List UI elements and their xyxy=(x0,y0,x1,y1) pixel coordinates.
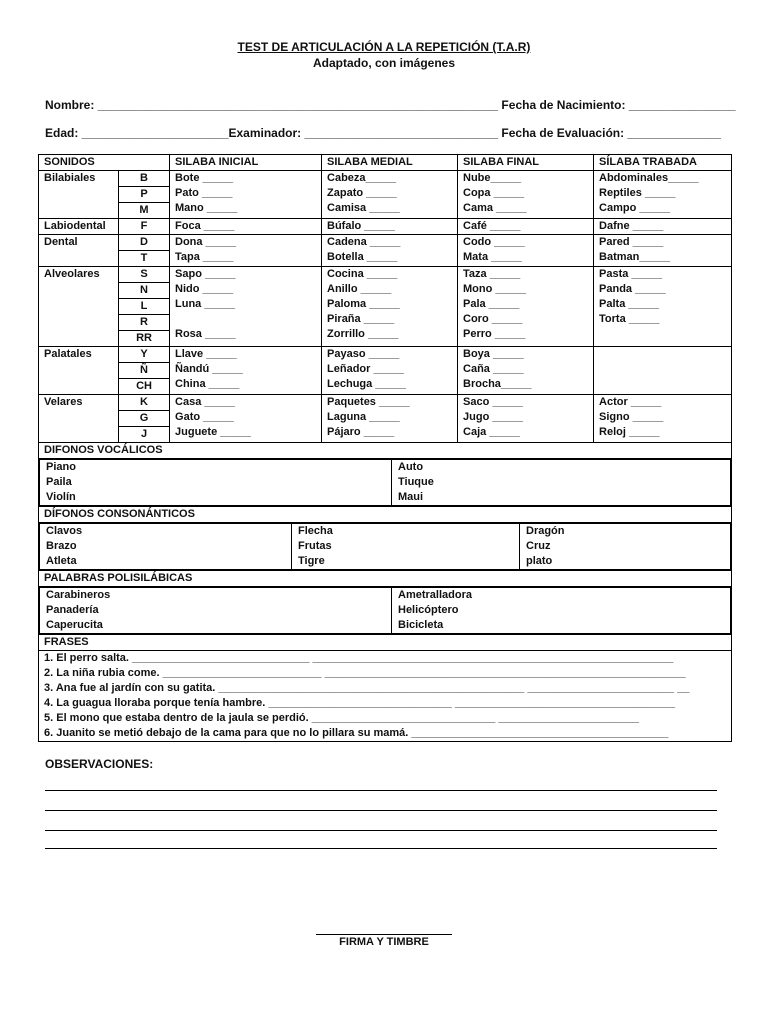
word-item[interactable]: Cama _____ xyxy=(463,202,527,214)
word-item[interactable]: Café _____ xyxy=(463,220,521,232)
word-item[interactable]: Signo _____ xyxy=(599,411,664,423)
word-item: Panadería xyxy=(46,604,99,616)
word-cell-medial xyxy=(322,171,458,219)
word-item[interactable]: Lechuga _____ xyxy=(327,378,406,390)
word-item[interactable]: Panda _____ xyxy=(599,283,666,295)
frase-item[interactable]: 6. Juanito se metió debajo de la cama para que no lo pillara su mamá. __________________________________________ xyxy=(44,727,669,739)
word-cell-final xyxy=(458,267,594,347)
word-item[interactable]: Búfalo _____ xyxy=(327,220,395,232)
word-item[interactable]: Zapato _____ xyxy=(327,187,397,199)
word-item[interactable]: Paquetes _____ xyxy=(327,396,410,408)
field-nombre-fecha-nacimiento[interactable]: Nombre: ____________________________________________________________ Fecha de Nacimiento: ________________ xyxy=(45,98,736,112)
sound-groups xyxy=(39,171,732,443)
word-cell-trabada xyxy=(594,347,732,395)
phoneme: RR xyxy=(136,332,152,344)
word-item[interactable]: Mano _____ xyxy=(175,202,238,214)
word-item[interactable]: Dafne _____ xyxy=(599,220,664,232)
word-cell-trabada xyxy=(594,235,732,267)
word-item: Tiuque xyxy=(398,476,434,488)
word-item[interactable]: Sapo _____ xyxy=(175,268,236,280)
observaciones-line[interactable] xyxy=(45,848,717,849)
observaciones-label: OBSERVACIONES: xyxy=(45,757,154,771)
frases-list xyxy=(39,651,732,742)
word-item[interactable] xyxy=(599,377,726,392)
word-item: Tigre xyxy=(298,555,325,567)
word-item[interactable]: Cocina _____ xyxy=(327,268,398,280)
word-list xyxy=(40,460,392,506)
word-item[interactable] xyxy=(599,347,726,362)
word-item: Dragón xyxy=(526,525,565,537)
word-cell-inicial xyxy=(170,395,322,443)
frase-item[interactable]: 3. Ana fue al jardín con su gatita. __________________________________________________ ________________________ __ xyxy=(44,682,690,694)
word-item[interactable]: Pasta _____ xyxy=(599,268,663,280)
observaciones-line[interactable] xyxy=(45,790,717,791)
word-item[interactable]: Paloma _____ xyxy=(327,298,400,310)
header-silaba-medial: SILABA MEDIAL xyxy=(322,155,458,171)
word-cell-trabada xyxy=(594,395,732,443)
word-item[interactable]: Torta _____ xyxy=(599,313,660,325)
word-item[interactable]: Coro _____ xyxy=(463,313,523,325)
word-item: Helicóptero xyxy=(398,604,459,616)
header-silaba-trabada: SÍLABA TRABADA xyxy=(594,155,732,171)
word-item[interactable]: Luna _____ xyxy=(175,298,235,310)
word-item[interactable]: Cadena _____ xyxy=(327,236,401,248)
word-item[interactable]: Camisa _____ xyxy=(327,202,400,214)
word-item[interactable] xyxy=(175,312,316,327)
header-sonidos: SONIDOS xyxy=(39,155,170,171)
word-item[interactable]: Juguete _____ xyxy=(175,426,251,438)
word-item[interactable]: Taza _____ xyxy=(463,268,521,280)
word-cell-final xyxy=(458,171,594,219)
word-item[interactable]: Pared _____ xyxy=(599,236,664,248)
word-item[interactable]: Palta _____ xyxy=(599,298,659,310)
sound-group-row xyxy=(39,235,732,267)
difonos-consonanticos-row xyxy=(39,523,732,571)
frases-row xyxy=(39,651,732,742)
word-item[interactable]: Foca _____ xyxy=(175,220,235,232)
phoneme-list xyxy=(119,171,170,219)
word-item: Bicicleta xyxy=(398,619,444,631)
word-item: Flecha xyxy=(298,525,333,537)
phoneme: T xyxy=(140,252,148,264)
word-item[interactable]: Codo _____ xyxy=(463,236,525,248)
frase-item[interactable]: 1. El perro salta. _____________________________ ___________________________________________________________ xyxy=(44,652,674,664)
phoneme: CH xyxy=(136,380,152,392)
phoneme-list xyxy=(119,347,170,395)
word-item[interactable]: Laguna _____ xyxy=(327,411,400,423)
word-item[interactable]: Mata _____ xyxy=(463,251,522,263)
difonos-vocalicos-row xyxy=(39,459,732,507)
page-subtitle: Adaptado, con imágenes xyxy=(312,56,456,70)
word-item[interactable]: Pala _____ xyxy=(463,298,520,310)
word-item[interactable]: Gato _____ xyxy=(175,411,234,423)
word-item[interactable]: Llave _____ xyxy=(175,348,237,360)
difonos-vocalicos-title-row xyxy=(39,443,732,459)
word-cell-medial xyxy=(322,347,458,395)
section-title: DIFONOS VOCÁLICOS xyxy=(39,443,732,459)
word-item: Piano xyxy=(46,461,76,473)
firma-label: FIRMA Y TIMBRE xyxy=(339,936,429,948)
word-cell-inicial xyxy=(170,347,322,395)
word-list xyxy=(292,524,520,570)
section-title: DÍFONOS CONSONÁNTICOS xyxy=(39,507,732,523)
phoneme: G xyxy=(119,411,169,427)
phoneme: J xyxy=(140,428,148,440)
word-item[interactable]: Rosa _____ xyxy=(175,328,236,340)
word-list xyxy=(520,524,731,570)
word-item[interactable]: Reptiles _____ xyxy=(599,187,676,199)
word-item[interactable] xyxy=(599,327,726,342)
polisilabicas-title-row xyxy=(39,571,732,587)
group-name: Alveolares xyxy=(39,267,119,347)
phoneme: Ñ xyxy=(119,363,169,379)
word-item[interactable]: Reloj _____ xyxy=(599,426,660,438)
word-item[interactable]: Batman_____ xyxy=(599,251,670,263)
word-item[interactable]: Piraña _____ xyxy=(327,313,395,325)
word-item[interactable]: Nube_____ xyxy=(463,172,522,184)
phoneme: L xyxy=(119,299,169,315)
header-silaba-inicial: SILABA INICIAL xyxy=(170,155,322,171)
page-title: TEST DE ARTICULACIÓN A LA REPETICIÓN (T.A.R) xyxy=(237,40,531,54)
word-cell-medial xyxy=(322,219,458,235)
word-item: Atleta xyxy=(46,555,77,567)
word-item: Frutas xyxy=(298,540,332,552)
word-item: Paila xyxy=(46,476,72,488)
signature-line[interactable] xyxy=(316,934,452,935)
phoneme: D xyxy=(119,235,169,251)
group-name: Labiodental xyxy=(39,219,119,235)
phoneme: N xyxy=(119,283,169,299)
word-item[interactable]: Botella _____ xyxy=(327,251,398,263)
word-list xyxy=(392,460,731,506)
word-item[interactable]: Ñandú _____ xyxy=(175,363,243,375)
phoneme-list xyxy=(119,267,170,347)
word-item[interactable]: Bote _____ xyxy=(175,172,234,184)
word-item: Carabineros xyxy=(46,589,111,601)
word-item[interactable]: Casa _____ xyxy=(175,396,235,408)
word-item[interactable]: Nido _____ xyxy=(175,283,234,295)
word-cell-final xyxy=(458,219,594,235)
word-cell-inicial xyxy=(170,219,322,235)
word-item[interactable]: Perro _____ xyxy=(463,328,526,340)
phoneme: S xyxy=(119,267,169,283)
phoneme-list xyxy=(119,395,170,443)
word-cell-trabada xyxy=(594,219,732,235)
word-cell-medial xyxy=(322,267,458,347)
phoneme: K xyxy=(119,395,169,411)
sound-group-row xyxy=(39,171,732,219)
observaciones-line[interactable] xyxy=(45,810,717,811)
phoneme-list xyxy=(119,219,170,235)
frase-item[interactable]: 2. La niña rubia come. __________________________ ___________________________________________________________ xyxy=(44,667,686,679)
word-item: plato xyxy=(526,555,553,567)
word-item[interactable]: Caja _____ xyxy=(463,426,520,438)
phoneme: F xyxy=(140,220,148,232)
word-cell-final xyxy=(458,395,594,443)
frases-title-row xyxy=(39,635,732,651)
section-title: FRASES xyxy=(39,635,732,651)
table-header-row xyxy=(39,155,732,171)
group-name: Velares xyxy=(39,395,119,443)
word-list xyxy=(40,588,392,634)
word-item[interactable] xyxy=(599,362,726,377)
word-item[interactable]: Jugo _____ xyxy=(463,411,523,423)
difonos-consonanticos-title-row xyxy=(39,507,732,523)
sound-group-row xyxy=(39,267,732,347)
word-cell-inicial xyxy=(170,235,322,267)
word-item[interactable]: China _____ xyxy=(175,378,240,390)
word-item: Auto xyxy=(398,461,424,473)
group-name: Dental xyxy=(39,235,119,267)
word-item[interactable]: Caña _____ xyxy=(463,363,524,375)
word-item: Cruz xyxy=(526,540,551,552)
phoneme: R xyxy=(119,315,169,331)
word-item[interactable]: Tapa _____ xyxy=(175,251,234,263)
header-silaba-final: SILABA FINAL xyxy=(458,155,594,171)
section-title: PALABRAS POLISILÁBICAS xyxy=(39,571,732,587)
word-item[interactable]: Brocha_____ xyxy=(463,378,532,390)
word-item[interactable]: Copa _____ xyxy=(463,187,525,199)
word-item: Violín xyxy=(46,491,76,503)
word-item: Brazo xyxy=(46,540,77,552)
word-item[interactable]: Abdominales_____ xyxy=(599,172,699,184)
word-item[interactable]: Anillo _____ xyxy=(327,283,392,295)
word-item[interactable]: Mono _____ xyxy=(463,283,526,295)
sound-group-row xyxy=(39,219,732,235)
phoneme: P xyxy=(119,187,169,203)
word-cell-trabada xyxy=(594,171,732,219)
word-item[interactable]: Pato _____ xyxy=(175,187,233,199)
word-item: Ametralladora xyxy=(398,589,472,601)
word-cell-trabada xyxy=(594,267,732,347)
group-name: Palatales xyxy=(39,347,119,395)
phoneme: Y xyxy=(119,347,169,363)
sound-group-row xyxy=(39,395,732,443)
phoneme: M xyxy=(139,204,149,216)
word-item[interactable]: Saco _____ xyxy=(463,396,523,408)
word-item: Clavos xyxy=(46,525,83,537)
sound-group-row xyxy=(39,347,732,395)
word-item[interactable]: Leñador _____ xyxy=(327,363,405,375)
word-cell-inicial xyxy=(170,267,322,347)
phoneme: B xyxy=(119,171,169,187)
word-item[interactable]: Actor _____ xyxy=(599,396,662,408)
word-list xyxy=(392,588,731,634)
word-item[interactable]: Zorrillo _____ xyxy=(327,328,399,340)
word-item: Caperucita xyxy=(46,619,103,631)
field-edad-examinador-fecha[interactable]: Edad: ______________________Examinador: _____________________________ Fecha de Evaluación: ______________ xyxy=(45,126,721,140)
word-cell-medial xyxy=(322,395,458,443)
word-cell-inicial xyxy=(170,171,322,219)
word-cell-final xyxy=(458,347,594,395)
word-item: Maui xyxy=(398,491,424,503)
frase-item[interactable]: 5. El mono que estaba dentro de la jaula se perdió. ______________________________ _______________________ xyxy=(44,712,640,724)
word-cell-medial xyxy=(322,235,458,267)
frase-item[interactable]: 4. La guagua lloraba porque tenía hambre. ______________________________ ____________________________________ xyxy=(44,697,676,709)
word-item[interactable]: Dona _____ xyxy=(175,236,237,248)
word-item[interactable]: Payaso _____ xyxy=(327,348,400,360)
polisilabicas-row xyxy=(39,587,732,635)
word-item[interactable]: Campo _____ xyxy=(599,202,670,214)
word-cell-final xyxy=(458,235,594,267)
word-list xyxy=(40,524,292,570)
group-name: Bilabiales xyxy=(39,171,119,219)
articulation-table xyxy=(38,154,732,742)
observaciones-line[interactable] xyxy=(45,830,717,831)
word-item[interactable]: Cabeza_____ xyxy=(327,172,397,184)
word-item[interactable]: Boya _____ xyxy=(463,348,524,360)
word-item[interactable]: Pájaro _____ xyxy=(327,426,395,438)
phoneme-list xyxy=(119,235,170,267)
